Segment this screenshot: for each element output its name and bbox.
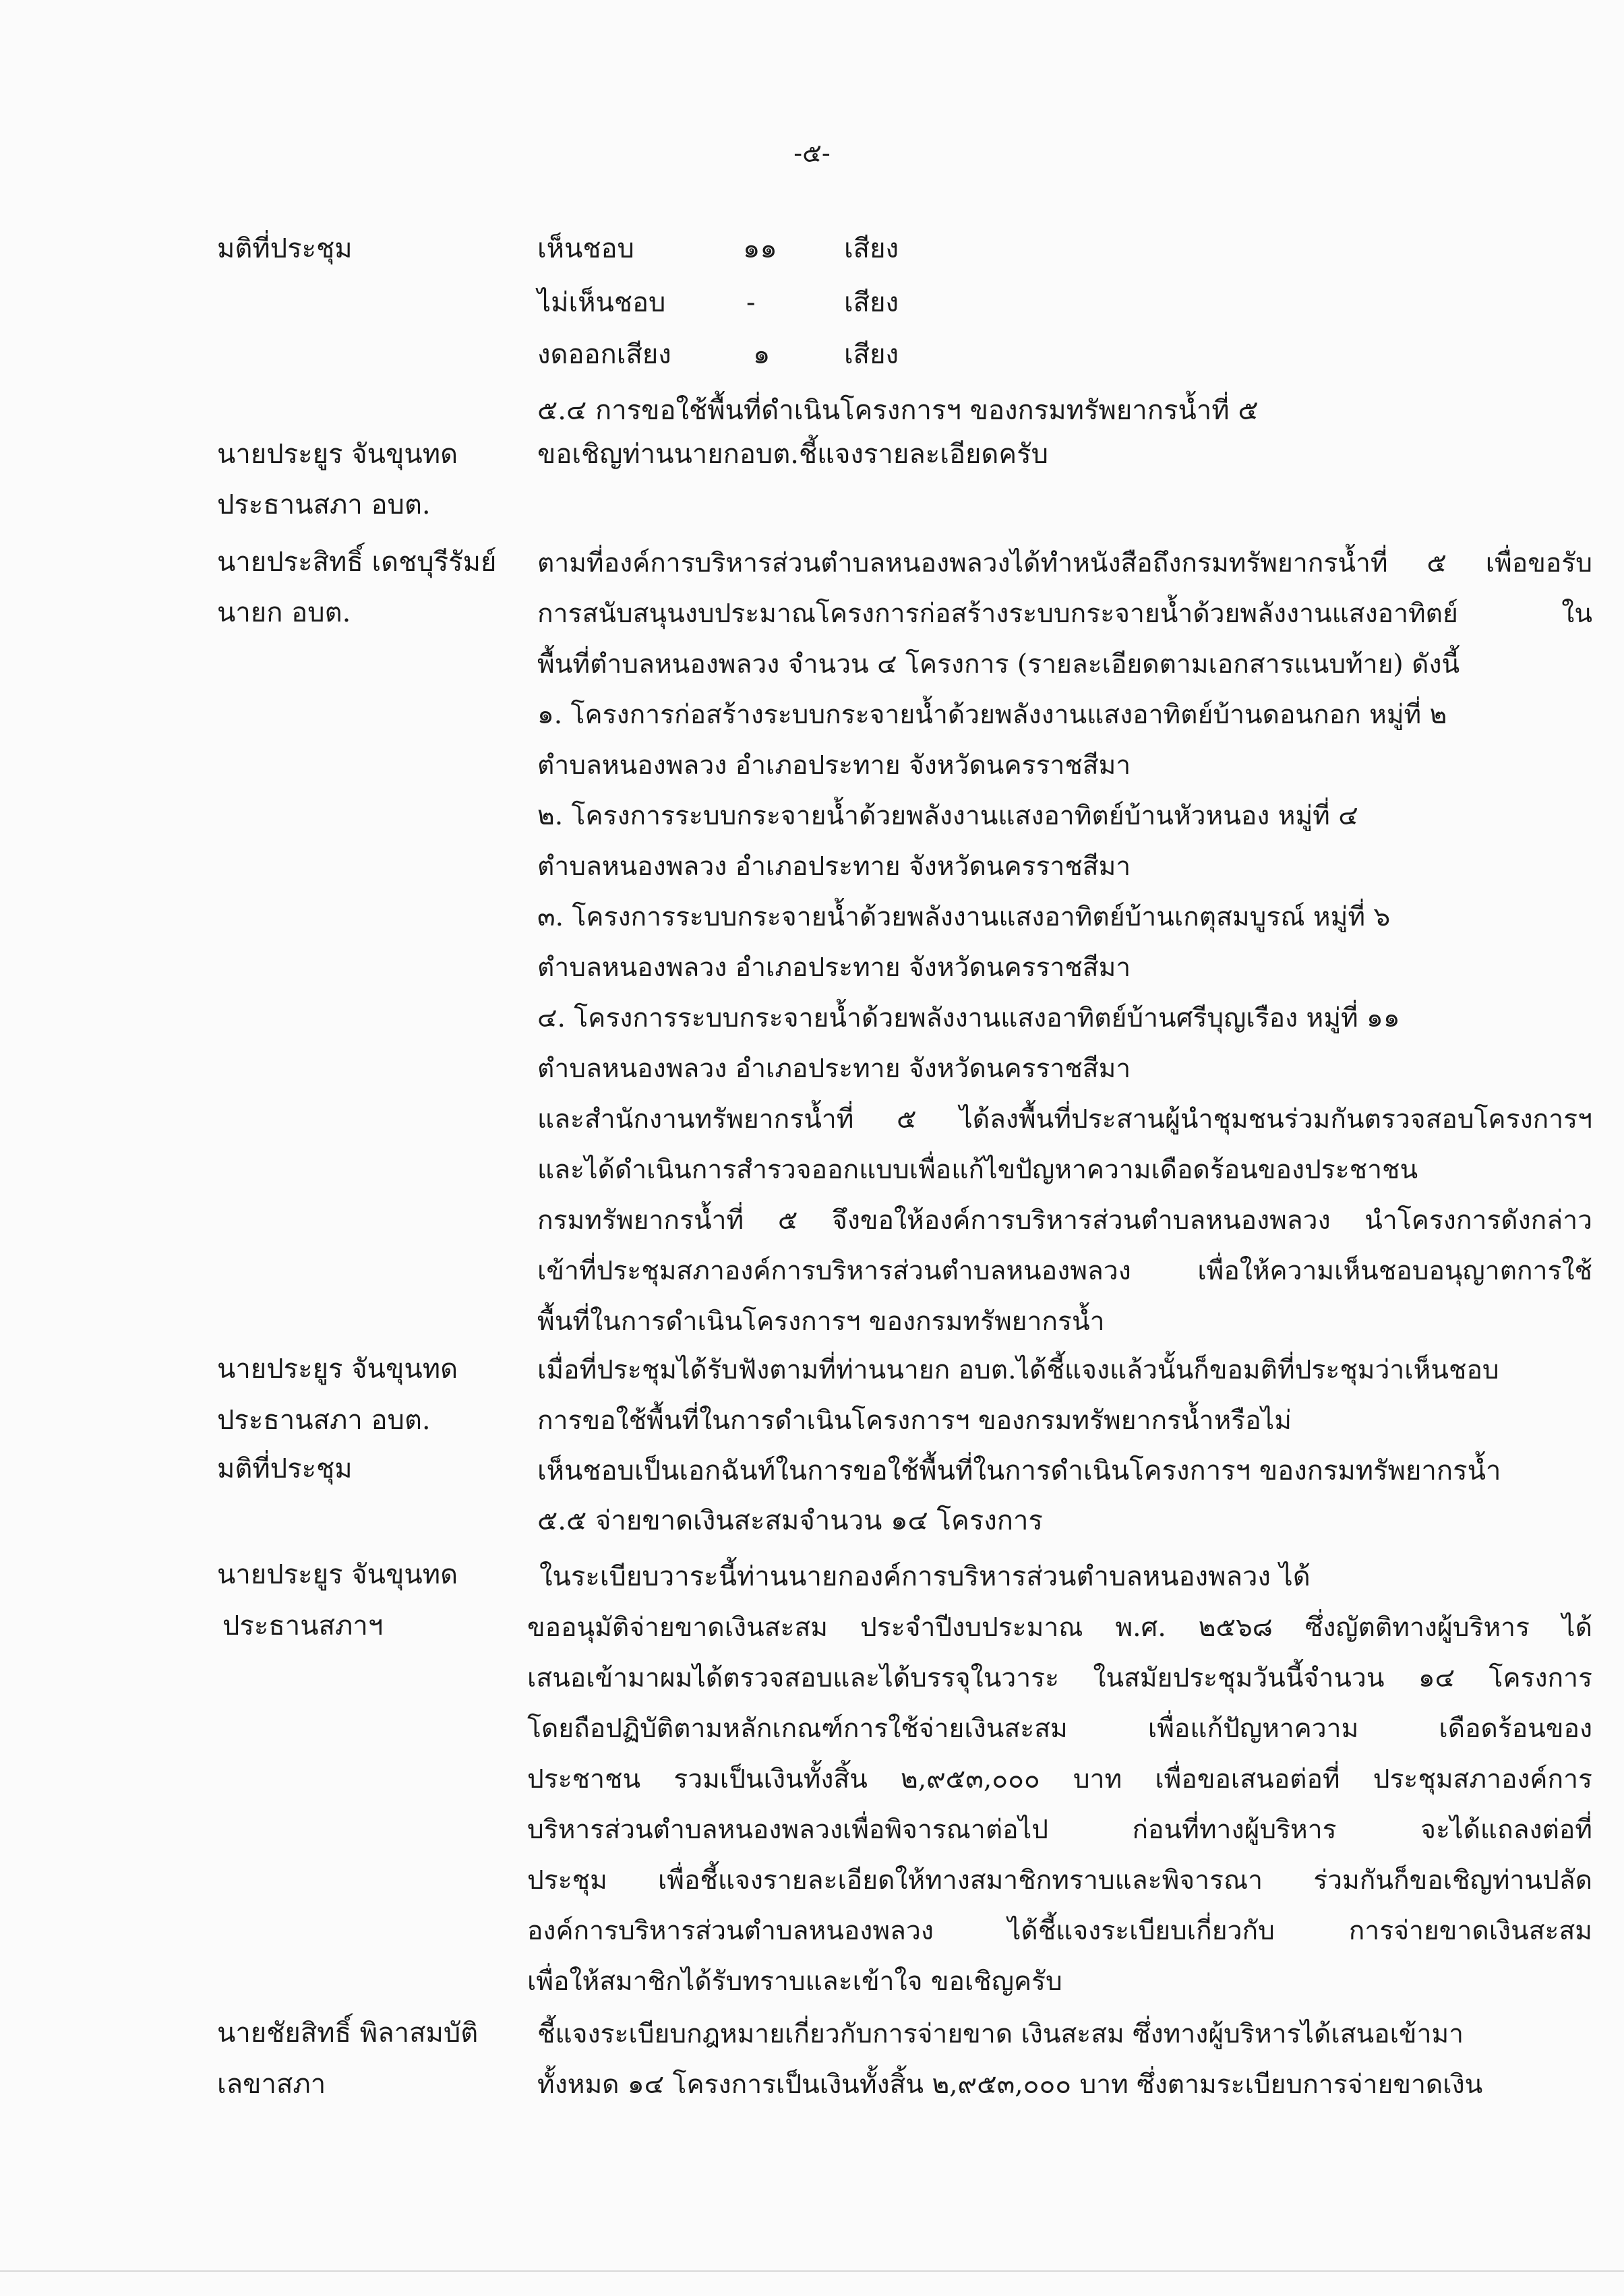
vote-label: เห็นชอบ [537, 233, 634, 264]
text-line: และได้ดำเนินการสำรวจออกแบบเพื่อแก้ไขปัญหาความเดือดร้อนของประชาชน [537, 1155, 1418, 1185]
project-location: ตำบลหนองพลวง อำเภอประทาย จังหวัดนครราชสีมา [537, 1054, 1131, 1084]
text-line: ประชุม เพื่อชี้แจงรายละเอียดให้ทางสมาชิกทราบและพิจารณา ร่วมกันก็ขอเชิญท่านปลัด [527, 1865, 1592, 1896]
vote-count: ๑๑ [743, 233, 777, 264]
speaker-title: นายก อบต. [217, 597, 351, 628]
project-location: ตำบลหนองพลวง อำเภอประทาย จังหวัดนครราชสีมา [537, 750, 1131, 781]
text-line: ประชาชน รวมเป็นเงินทั้งสิ้น ๒,๙๕๓,๐๐๐ บาท เพื่อขอเสนอต่อที่ ประชุมสภาองค์การ [527, 1764, 1592, 1794]
speaker-statement [537, 1345, 1592, 1446]
text-line: พื้นที่ตำบลหนองพลวง จำนวน ๔ โครงการ (รายละเอียดตามเอกสารแนบท้าย) ดังนี้ [537, 649, 1460, 679]
speaker-statement-first: ในระเบียบวาระนี้ท่านนายกองค์การบริหารส่วนตำบลหนองพลวง ได้ [539, 1561, 1311, 1592]
page-number: -๕- [793, 138, 831, 168]
text-line: การขอใช้พื้นที่ในการดำเนินโครงการฯ ของกรมทรัพยากรน้ำหรือไม่ [537, 1406, 1292, 1436]
speaker-name: นายประสิทธิ์ เดชบุรีรัมย์ [217, 547, 497, 578]
vote-label: งดออกเสียง [537, 339, 671, 370]
agenda-5-4: ๕.๔ การขอใช้พื้นที่ดำเนินโครงการฯ ของกรมทรัพยากรน้ำที่ ๕ [537, 395, 1259, 426]
text-line: ขออนุมัติจ่ายขาดเงินสะสม ประจำปีงบประมาณ พ.ศ. ๒๕๖๘ ซึ่งญัตติทางผู้บริหาร ได้ [527, 1612, 1592, 1643]
speaker-title: ประธานสภา อบต. [217, 1405, 431, 1436]
vote-label: ไม่เห็นชอบ [537, 287, 666, 318]
speaker-name: นายประยูร จันขุนทด [217, 1354, 458, 1385]
speaker-statement [537, 538, 1592, 1347]
text-line: โดยถือปฏิบัติตามหลักเกณฑ์การใช้จ่ายเงินสะสม เพื่อแก้ปัญหาความ เดือดร้อนของ [527, 1714, 1592, 1744]
vote-unit: เสียง [844, 233, 899, 264]
text-line: พื้นที่ในการดำเนินโครงการฯ ของกรมทรัพยากรน้ำ [537, 1306, 1105, 1337]
text-line: การสนับสนุนงบประมาณโครงการก่อสร้างระบบกระจายน้ำด้วยพลังงานแสงอาทิตย์ ใน [537, 599, 1592, 629]
speaker-statement: ขอเชิญท่านนายกอบต.ชี้แจงรายละเอียดครับ [537, 439, 1049, 470]
speaker-title: ประธานสภาฯ [222, 1610, 384, 1641]
vote-unit: เสียง [844, 287, 899, 318]
resolution-label: มติที่ประชุม [217, 1453, 353, 1484]
speaker-title: เลขาสภา [217, 2069, 326, 2100]
text-line: เสนอเข้ามาผมได้ตรวจสอบและได้บรรจุในวาระ ในสมัยประชุมวันนี้จำนวน ๑๔ โครงการ [527, 1663, 1592, 1693]
text-line: ทั้งหมด ๑๔ โครงการเป็นเงินทั้งสิ้น ๒,๙๕๓,๐๐๐ บาท ซึ่งตามระเบียบการจ่ายขาดเงิน [537, 2070, 1483, 2100]
scan-edge-divider [0, 2270, 1624, 2272]
project-location: ตำบลหนองพลวง อำเภอประทาย จังหวัดนครราชสีมา [537, 851, 1131, 882]
agenda-5-5: ๕.๕ จ่ายขาดเงินสะสมจำนวน ๑๔ โครงการ [537, 1505, 1043, 1536]
text-line: เพื่อให้สมาชิกได้รับทราบและเข้าใจ ขอเชิญครับ [527, 1966, 1062, 1997]
speaker-name: นายประยูร จันขุนทด [217, 439, 458, 470]
vote-count: - [746, 287, 756, 318]
project-location: ตำบลหนองพลวง อำเภอประทาย จังหวัดนครราชสีมา [537, 953, 1131, 983]
text-line: กรมทรัพยากรน้ำที่ ๕ จึงขอให้องค์การบริหารส่วนตำบลหนองพลวง นำโครงการดังกล่าว [537, 1205, 1592, 1236]
speaker-statement [537, 2009, 1592, 2110]
text-line: เมื่อที่ประชุมได้รับฟังตามที่ท่านนายก อบต.ได้ชี้แจงแล้วนั้นก็ขอมติที่ประชุมว่าเห็นชอบ [537, 1355, 1499, 1385]
resolution-text: เห็นชอบเป็นเอกฉันท์ในการขอใช้พื้นที่ในการดำเนินโครงการฯ ของกรมทรัพยากรน้ำ [537, 1455, 1501, 1486]
vote-count: ๑ [753, 339, 771, 370]
text-line: องค์การบริหารส่วนตำบลหนองพลวง ได้ชี้แจงระเบียบเกี่ยวกับ การจ่ายขาดเงินสะสม [527, 1916, 1592, 1946]
text-line: และสำนักงานทรัพยากรน้ำที่ ๕ ได้ลงพื้นที่ประสานผู้นำชุมชนร่วมกันตรวจสอบโครงการฯ [537, 1104, 1592, 1135]
resolution-label: มติที่ประชุม [217, 233, 353, 264]
text-line: ชี้แจงระเบียบกฎหมายเกี่ยวกับการจ่ายขาด เงินสะสม ซึ่งทางผู้บริหารได้เสนอเข้ามา [537, 2019, 1464, 2049]
project-item: ๑. โครงการก่อสร้างระบบกระจายน้ำด้วยพลังงานแสงอาทิตย์บ้านดอนกอก หมู่ที่ ๒ [537, 700, 1447, 730]
text-line: บริหารส่วนตำบลหนองพลวงเพื่อพิจารณาต่อไป ก่อนที่ทางผู้บริหาร จะได้แถลงต่อที่ [527, 1815, 1592, 1845]
speaker-title: ประธานสภา อบต. [217, 489, 431, 520]
text-line: เข้าที่ประชุมสภาองค์การบริหารส่วนตำบลหนองพลวง เพื่อให้ความเห็นชอบอนุญาตการใช้ [537, 1256, 1592, 1286]
project-item: ๒. โครงการระบบกระจายน้ำด้วยพลังงานแสงอาทิตย์บ้านหัวหนอง หมู่ที่ ๔ [537, 801, 1358, 831]
speaker-name: นายชัยสิทธิ์ พิลาสมบัติ [217, 2018, 479, 2049]
vote-unit: เสียง [844, 339, 899, 370]
text-line: ตามที่องค์การบริหารส่วนตำบลหนองพลวงได้ทำหนังสือถึงกรมทรัพยากรน้ำที่ ๕ เพื่อขอรับ [537, 548, 1592, 578]
speaker-statement [527, 1602, 1592, 2007]
speaker-name: นายประยูร จันขุนทด [217, 1559, 458, 1590]
project-item: ๓. โครงการระบบกระจายน้ำด้วยพลังงานแสงอาทิตย์บ้านเกตุสมบูรณ์ หมู่ที่ ๖ [537, 902, 1391, 932]
project-item: ๔. โครงการระบบกระจายน้ำด้วยพลังงานแสงอาทิตย์บ้านศรีบุญเรือง หมู่ที่ ๑๑ [537, 1003, 1400, 1033]
